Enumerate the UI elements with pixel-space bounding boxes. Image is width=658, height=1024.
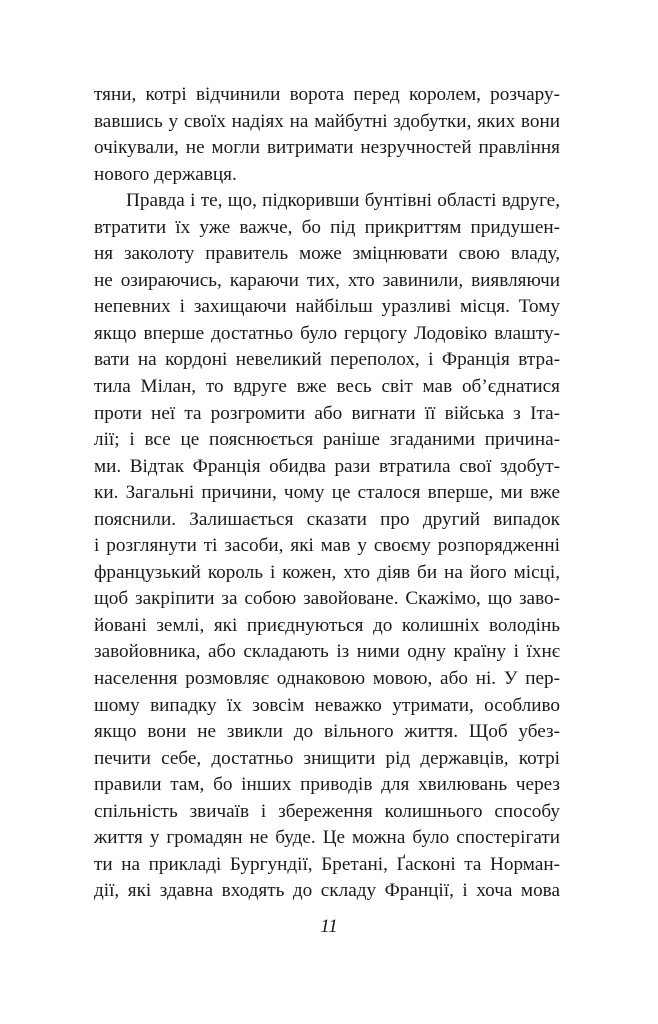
text-line: і розглянути ті засоби, які мав у своєму розпорядженні bbox=[94, 535, 560, 557]
text-line: йовані землі, які приєднуються до колишніх володінь bbox=[94, 614, 560, 636]
text-line: правили там, бо інших приводів для хвилювань через bbox=[94, 774, 560, 796]
text-line: пояснили. Залишається сказати про другий випадок bbox=[94, 508, 560, 530]
text-line: очікували, не могли витримати незручностей правління bbox=[94, 137, 560, 159]
text-line: завойовника, або складають із ними одну країну і їхнє bbox=[94, 641, 560, 663]
text-line: шому випадку їх зовсім неважко утримати, особливо bbox=[94, 694, 560, 716]
text-line: французький король і кожен, хто діяв би на його місці, bbox=[94, 561, 560, 583]
text-line: лії; і все це пояснюється раніше згаданими причина- bbox=[94, 429, 560, 451]
text-line: вати на кордоні невеликий переполох, і Франція втра- bbox=[94, 349, 560, 371]
text-line: ти на прикладі Бургундії, Бретані, Ґасконі та Норман- bbox=[94, 853, 560, 875]
text-line: якщо вперше достатньо було герцогу Лодовіко влашту- bbox=[94, 322, 560, 344]
text-line: щоб закріпити за собою завойоване. Скажімо, що заво- bbox=[94, 588, 560, 610]
text-line: нового державця. bbox=[94, 163, 237, 185]
page-number: 11 bbox=[320, 916, 338, 937]
text-line: життя у громадян не буде. Це можна було спостерігати bbox=[94, 827, 560, 849]
text-line: проти неї та розгромити або вигнати її війська з Іта- bbox=[94, 402, 560, 424]
text-line: ки. Загальні причини, чому це сталося вперше, ми вже bbox=[94, 482, 560, 504]
text-line: ня заколоту правитель може зміцнювати свою владу, bbox=[94, 243, 560, 265]
text-line: печити себе, достатньо знищити рід державців, котрі bbox=[94, 747, 560, 769]
text-line: непевних і захищаючи найбільш уразливі місця. Тому bbox=[94, 296, 560, 318]
text-line: спільність звичаїв і збереження колишнього способу bbox=[94, 800, 560, 822]
text-line: якщо вони не звикли до вільного життя. Щоб убез- bbox=[94, 721, 560, 743]
text-line: не озираючись, караючи тих, хто завинили, виявляючи bbox=[94, 269, 560, 291]
text-line: втратити їх уже важче, бо під прикриттям придушен- bbox=[94, 216, 560, 238]
text-line: Правда і те, що, підкоривши бунтівні області вдруге, bbox=[126, 190, 560, 212]
text-line: ми. Відтак Франція обидва рази втратила свої здобут- bbox=[94, 455, 560, 477]
body-text bbox=[94, 82, 560, 905]
text-line: населення розмовляє однаковою мовою, або ні. У пер- bbox=[94, 668, 560, 690]
text-line: тила Мілан, то вдруге вже весь світ мав об’єднатися bbox=[94, 376, 560, 398]
text-line: вавшись у своїх надіях на майбутні здобутки, яких вони bbox=[94, 110, 560, 132]
text-line: дії, які здавна входять до складу Франції, і хоча мова bbox=[94, 880, 560, 902]
text-line: тяни, котрі відчинили ворота перед королем, розчару- bbox=[94, 84, 560, 105]
